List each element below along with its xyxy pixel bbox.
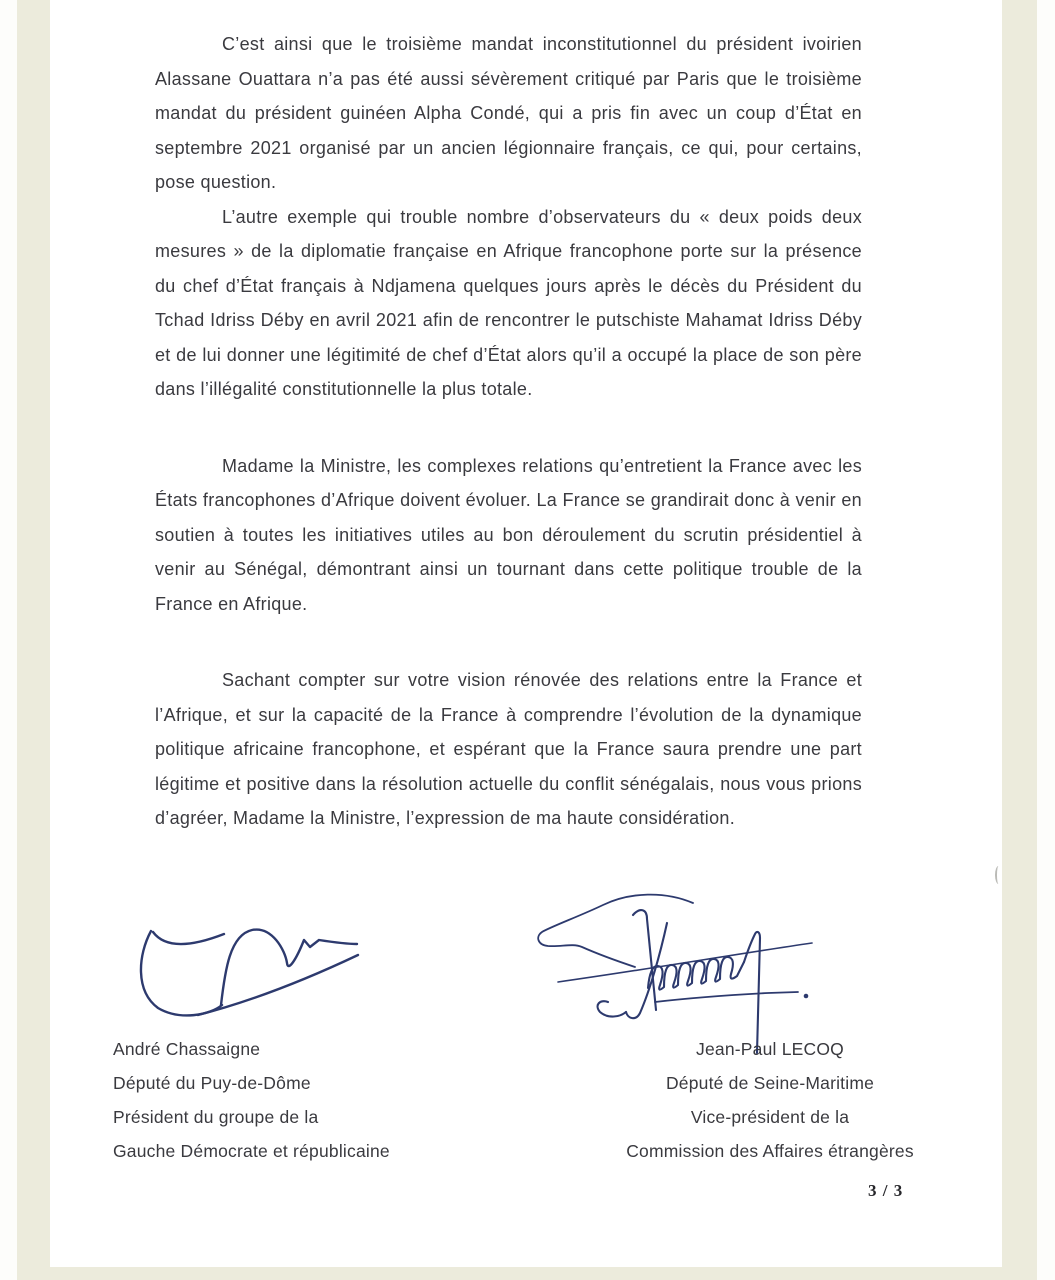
signatory-left — [113, 1032, 390, 1168]
signatory-right-role-3: Commission des Affaires étrangères — [626, 1141, 914, 1161]
letter-body — [155, 27, 862, 836]
signatory-right-role-2: Vice-président de la — [690, 1107, 850, 1127]
paragraph-4: Sachant compter sur votre vision rénovée des relations entre la France et l’Afrique, et sur la capacité de la France à comprendre l’évolution de la dynamique politique africaine francophone, et espérant que la France saura prendre une part légitime et positive dans la résolution actuelle du conflit sénégalais, nous vous prions d’agréer, Madame la Ministre, l’expression de ma haute considération. — [155, 670, 862, 828]
signatory-left-role-3: Gauche Démocrate et républicaine — [113, 1141, 390, 1161]
signature-ink-right — [538, 895, 812, 1053]
signatory-right-role-1: Député de Seine-Maritime — [665, 1073, 875, 1093]
paragraph-3: Madame la Ministre, les complexes relations qu’entretient la France avec les États francophones d’Afrique doivent évoluer. La France se grandirait donc à venir en soutien à toutes les initiatives utiles au bon déroulement du scrutin présidentiel à venir au Sénégal, démontrant ainsi un tournant dans cette politique trouble de la France en Afrique. — [155, 455, 862, 614]
page-number: 3 / 3 — [868, 1181, 904, 1200]
signatory-right-name: Jean-Paul LECOQ — [696, 1039, 844, 1059]
signatory-left-role-2: Président du groupe de la — [113, 1107, 319, 1127]
signature-andre-chassaigne — [110, 915, 370, 1035]
signatory-left-role-1: Député du Puy-de-Dôme — [113, 1073, 311, 1093]
paragraph-1: C’est ainsi que le troisième mandat inconstitutionnel du président ivoirien Alassane Ouattara n’a pas été aussi sévèrement critiqué par Paris que le troisième mandat du président guinéen Alpha Condé, qui a pris fin avec un coup d’État en septembre 2021 organisé par un ancien légionnaire français, ce qui, pour certains, pose question. — [155, 34, 862, 192]
signature-ink-left — [141, 930, 358, 1016]
signatory-right — [570, 1032, 970, 1168]
letter-page — [50, 0, 1002, 1267]
paragraph-2: L’autre exemple qui trouble nombre d’observateurs du « deux poids deux mesures » de la diplomatie française en Afrique francophone porte sur la présence du chef d’État français à Ndjamena quelques jours après le décès du Président du Tchad Idriss Déby en avril 2021 afin de rencontrer le putschiste Mahamat Idriss Déby et de lui donner une légitimité de chef d’État alors qu’il a occupé la place de son père dans l’illégalité constitutionnelle la plus totale. — [155, 206, 862, 399]
signatory-left-name: André Chassaigne — [113, 1039, 261, 1059]
scan-artifact-mark — [995, 866, 1002, 884]
